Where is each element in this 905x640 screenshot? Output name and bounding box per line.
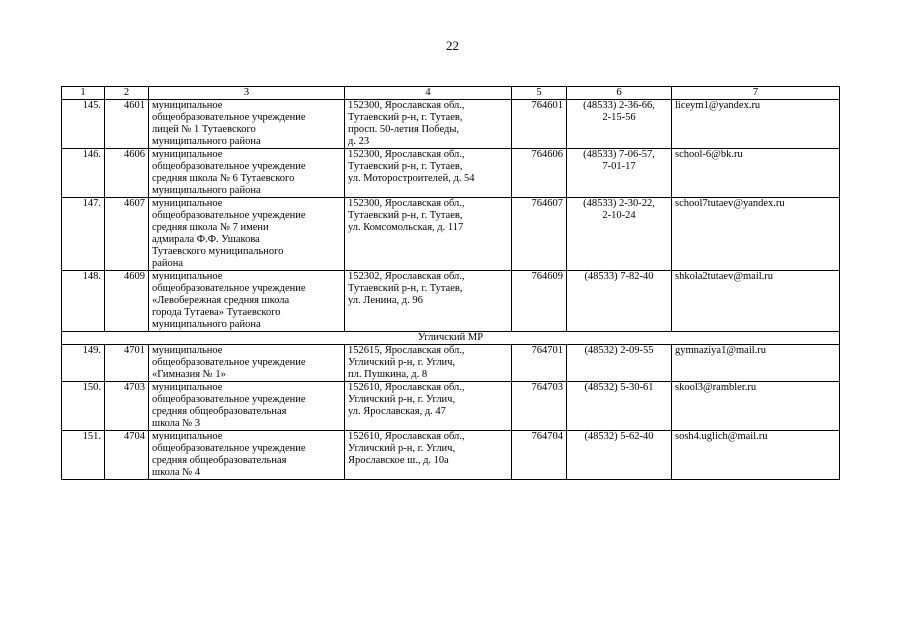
school-code: 4703 xyxy=(105,382,149,431)
page-number: 22 xyxy=(446,38,459,53)
school-email: liceym1@yandex.ru xyxy=(672,100,840,149)
school-name-line: «Гимназия № 1» xyxy=(152,369,226,380)
school-address-line: ул. Комсомольская, д. 117 xyxy=(348,222,464,233)
school-email: school-6@bk.ru xyxy=(672,149,840,198)
school-address-line: пл. Пушкина, д. 8 xyxy=(348,369,428,380)
school-name xyxy=(149,382,345,431)
school-email: shkola2tutaev@mail.ru xyxy=(672,271,840,332)
school-name-line: муниципального района xyxy=(152,319,261,330)
school-phone xyxy=(567,198,672,271)
school-phone-line: (48532) 2-09-55 xyxy=(584,345,654,356)
school-address-line: Ярославское ш., д. 10а xyxy=(348,455,449,466)
school-phone-line: 2-10-24 xyxy=(602,210,636,221)
school-address xyxy=(345,100,512,149)
school-code: 4607 xyxy=(105,198,149,271)
school-name-line: общеобразовательное учреждение xyxy=(152,394,306,405)
column-header: 5 xyxy=(512,87,567,100)
school-name-line: школа № 4 xyxy=(152,467,201,478)
school-name-line: района xyxy=(152,258,184,269)
schools-table xyxy=(61,86,840,480)
school-email: sosh4.uglich@mail.ru xyxy=(672,431,840,480)
school-email: school7tutaev@yandex.ru xyxy=(672,198,840,271)
school-phone-line: (48533) 2-30-22, xyxy=(583,198,655,209)
section-row xyxy=(62,332,840,345)
school-name-line: лицей № 1 Тутаевского xyxy=(152,124,256,135)
school-name xyxy=(149,149,345,198)
table-row xyxy=(62,431,840,480)
school-name xyxy=(149,100,345,149)
school-okpo: 764701 xyxy=(512,345,567,382)
school-name-line: муниципального района xyxy=(152,136,261,147)
school-name-line: общеобразовательное учреждение xyxy=(152,443,306,454)
column-header: 3 xyxy=(149,87,345,100)
school-address-line: Тутаевский р-н, г. Тутаев, xyxy=(348,112,463,123)
row-number: 146. xyxy=(62,149,105,198)
school-phone xyxy=(567,431,672,480)
school-address-line: просп. 50-летия Победы, xyxy=(348,124,460,135)
school-address-line: ул. Ленина, д. 96 xyxy=(348,295,423,306)
school-phone-line: (48532) 5-30-61 xyxy=(584,382,654,393)
section-title: Угличский МР xyxy=(62,332,840,345)
school-name-line: муниципальное xyxy=(152,198,223,209)
school-name xyxy=(149,345,345,382)
column-header: 7 xyxy=(672,87,840,100)
school-address-line: 152615, Ярославская обл., xyxy=(348,345,465,356)
school-address-line: Тутаевский р-н, г. Тутаев, xyxy=(348,210,463,221)
school-name-line: школа № 3 xyxy=(152,418,201,429)
school-phone-line: 7-01-17 xyxy=(602,161,636,172)
school-code: 4601 xyxy=(105,100,149,149)
school-name-line: муниципального района xyxy=(152,185,261,196)
school-name-line: города Тутаева» Тутаевского xyxy=(152,307,281,318)
school-address-line: Тутаевский р-н, г. Тутаев, xyxy=(348,283,463,294)
school-address-line: 152610, Ярославская обл., xyxy=(348,431,465,442)
table-row xyxy=(62,100,840,149)
school-phone-line: (48533) 2-36-66, xyxy=(583,100,655,111)
school-okpo: 764606 xyxy=(512,149,567,198)
school-name-line: Тутаевского муниципального xyxy=(152,246,284,257)
school-phone xyxy=(567,345,672,382)
school-address-line: 152300, Ярославская обл., xyxy=(348,198,465,209)
school-name-line: средняя школа № 6 Тутаевского xyxy=(152,173,295,184)
school-address-line: Угличский р-н, г. Углич, xyxy=(348,357,456,368)
column-header: 4 xyxy=(345,87,512,100)
school-name-line: муниципальное xyxy=(152,382,223,393)
school-phone xyxy=(567,382,672,431)
row-number: 148. xyxy=(62,271,105,332)
school-name-line: средняя общеобразовательная xyxy=(152,406,287,417)
school-address xyxy=(345,271,512,332)
table-row xyxy=(62,271,840,332)
table-row xyxy=(62,345,840,382)
row-number: 145. xyxy=(62,100,105,149)
school-address-line: 152300, Ярославская обл., xyxy=(348,149,465,160)
table-row xyxy=(62,198,840,271)
school-name-line: муниципальное xyxy=(152,271,223,282)
school-address-line: Тутаевский р-н, г. Тутаев, xyxy=(348,161,463,172)
school-address-line: ул. Ярославская, д. 47 xyxy=(348,406,446,417)
school-name-line: средняя общеобразовательная xyxy=(152,455,287,466)
school-code: 4704 xyxy=(105,431,149,480)
school-address-line: Угличский р-н, г. Углич, xyxy=(348,394,456,405)
school-name-line: муниципальное xyxy=(152,345,223,356)
school-okpo: 764609 xyxy=(512,271,567,332)
table-row xyxy=(62,382,840,431)
school-name-line: адмирала Ф.Ф. Ушакова xyxy=(152,234,260,245)
school-address-line: ул. Моторостроителей, д. 54 xyxy=(348,173,475,184)
school-name-line: общеобразовательное учреждение xyxy=(152,112,306,123)
school-okpo: 764607 xyxy=(512,198,567,271)
school-address-line: д. 23 xyxy=(348,136,370,147)
school-okpo: 764703 xyxy=(512,382,567,431)
school-name-line: муниципальное xyxy=(152,149,223,160)
school-phone-line: (48533) 7-82-40 xyxy=(584,271,654,282)
row-number: 150. xyxy=(62,382,105,431)
school-name-line: муниципальное xyxy=(152,100,223,111)
school-name-line: муниципальное xyxy=(152,431,223,442)
row-number: 147. xyxy=(62,198,105,271)
school-phone-line: (48532) 5-62-40 xyxy=(584,431,654,442)
school-code: 4606 xyxy=(105,149,149,198)
school-address-line: 152610, Ярославская обл., xyxy=(348,382,465,393)
school-name-line: общеобразовательное учреждение xyxy=(152,161,306,172)
school-address xyxy=(345,149,512,198)
column-header: 1 xyxy=(62,87,105,100)
row-number: 151. xyxy=(62,431,105,480)
school-name xyxy=(149,198,345,271)
column-header: 2 xyxy=(105,87,149,100)
school-phone-line: (48533) 7-06-57, xyxy=(583,149,655,160)
school-name-line: средняя школа № 7 имени xyxy=(152,222,269,233)
school-code: 4609 xyxy=(105,271,149,332)
school-phone-line: 2-15-56 xyxy=(602,112,636,123)
school-code: 4701 xyxy=(105,345,149,382)
school-okpo: 764601 xyxy=(512,100,567,149)
column-header: 6 xyxy=(567,87,672,100)
school-name xyxy=(149,271,345,332)
school-phone xyxy=(567,271,672,332)
school-name-line: «Левобережная средняя школа xyxy=(152,295,290,306)
school-address xyxy=(345,382,512,431)
school-okpo: 764704 xyxy=(512,431,567,480)
table-row xyxy=(62,149,840,198)
school-phone xyxy=(567,100,672,149)
school-phone xyxy=(567,149,672,198)
school-email: skool3@rambler.ru xyxy=(672,382,840,431)
school-name-line: общеобразовательное учреждение xyxy=(152,283,306,294)
table-body xyxy=(62,100,840,480)
row-number: 149. xyxy=(62,345,105,382)
school-address-line: Угличский р-н, г. Углич, xyxy=(348,443,456,454)
school-address-line: 152300, Ярославская обл., xyxy=(348,100,465,111)
school-email: gymnaziya1@mail.ru xyxy=(672,345,840,382)
school-address-line: 152302, Ярославская обл., xyxy=(348,271,465,282)
school-address xyxy=(345,431,512,480)
school-name xyxy=(149,431,345,480)
header-row xyxy=(62,87,840,100)
school-name-line: общеобразовательное учреждение xyxy=(152,357,306,368)
school-address xyxy=(345,345,512,382)
school-address xyxy=(345,198,512,271)
school-name-line: общеобразовательное учреждение xyxy=(152,210,306,221)
